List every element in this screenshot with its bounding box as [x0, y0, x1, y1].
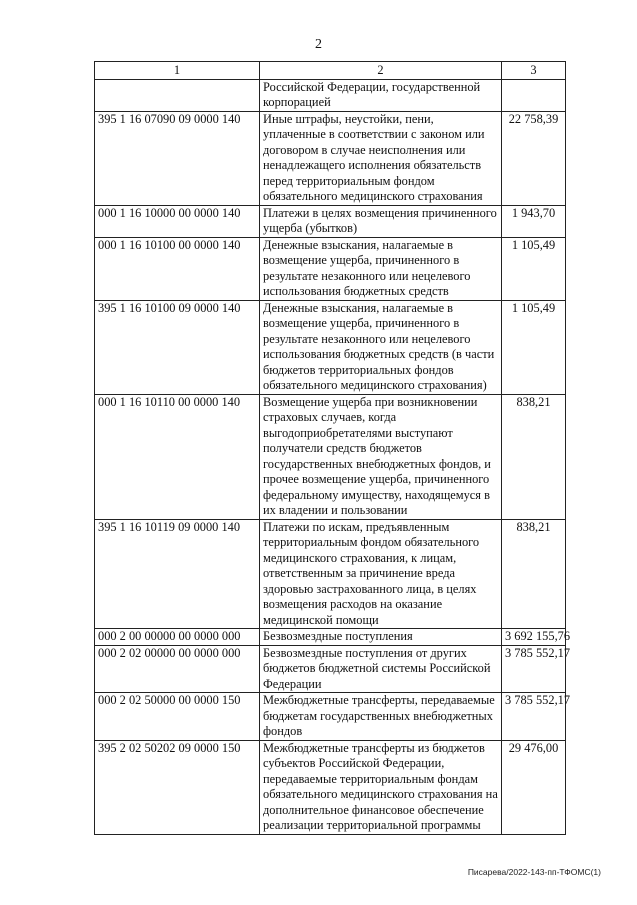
budget-code-cell: 000 1 16 10100 00 0000 140 [95, 237, 260, 300]
column-header-3: 3 [502, 62, 566, 80]
description-cell: Платежи в целях возмещения причиненного ущерба (убытков) [260, 205, 502, 237]
budget-code-cell: 000 2 02 50000 00 0000 150 [95, 693, 260, 741]
table-row [95, 111, 566, 205]
table-row [95, 645, 566, 693]
amount-cell: 3 785 552,17 [502, 645, 566, 693]
table-header-row [95, 62, 566, 80]
table-row [95, 300, 566, 394]
amount-cell: 1 943,70 [502, 205, 566, 237]
table-row [95, 740, 566, 834]
budget-code-cell: 000 1 16 10110 00 0000 140 [95, 394, 260, 519]
description-cell: Денежные взыскания, налагаемые в возмещение ущерба, причиненного в результате незаконного или нецелевого использования бюджетных средств [260, 237, 502, 300]
table-row [95, 693, 566, 741]
budget-code-cell: 000 2 02 00000 00 0000 000 [95, 645, 260, 693]
description-cell: Безвозмездные поступления от других бюджетов бюджетной системы Российской Федерации [260, 645, 502, 693]
table-row [95, 629, 566, 646]
revenue-table [94, 61, 571, 835]
description-cell: Возмещение ущерба при возникновении страховых случаев, когда выгодоприобретателями выступают получатели средств бюджетов государственных внебюджетных фондов, и прочее возмещение ущерба, причиненного федеральному имуществу, находящемуся в их владении и пользовании [260, 394, 502, 519]
description-cell: Безвозмездные поступления [260, 629, 502, 646]
amount-cell [502, 79, 566, 111]
description-cell: Платежи по искам, предъявленным территориальным фондом обязательного медицинского страхования, к лицам, ответственным за причинение вреда здоровью застрахованного лица, в целях возмещения расходов на оказание медицинской помощи [260, 519, 502, 629]
table-row [95, 237, 566, 300]
table-row [95, 205, 566, 237]
description-cell: Межбюджетные трансферты из бюджетов субъектов Российской Федерации, передаваемые территориальным фондам обязательного медицинского страхования на дополнительное финансовое обеспечение реализации территориальной программы [260, 740, 502, 834]
budget-code-cell: 395 2 02 50202 09 0000 150 [95, 740, 260, 834]
amount-cell: 29 476,00 [502, 740, 566, 834]
table-row [95, 519, 566, 629]
description-cell: Межбюджетные трансферты, передаваемые бюджетам государственных внебюджетных фондов [260, 693, 502, 741]
amount-cell: 838,21 [502, 394, 566, 519]
description-cell: Иные штрафы, неустойки, пени, уплаченные в соответствии с законом или договором в случае неисполнения или ненадлежащего исполнения обязательств перед территориальным фондом обязательного медицинского страхования [260, 111, 502, 205]
description-cell: Денежные взыскания, налагаемые в возмещение ущерба, причиненного в результате незаконного или нецелевого использования бюджетных средств (в части бюджетов территориальных фондов обязательного медицинского страхования) [260, 300, 502, 394]
budget-code-cell: 395 1 16 10100 09 0000 140 [95, 300, 260, 394]
budget-code-cell: 000 1 16 10000 00 0000 140 [95, 205, 260, 237]
budget-code-cell: 395 1 16 10119 09 0000 140 [95, 519, 260, 629]
budget-code-cell: 000 2 00 00000 00 0000 000 [95, 629, 260, 646]
table-row [95, 394, 566, 519]
amount-cell: 22 758,39 [502, 111, 566, 205]
document-footer-reference: Писарева/2022-143-пп-ТФОМС(1) [467, 867, 601, 877]
page-number: 2 [315, 37, 322, 52]
amount-cell: 3 692 155,76 [502, 629, 566, 646]
amount-cell: 3 785 552,17 [502, 693, 566, 741]
amount-cell: 1 105,49 [502, 300, 566, 394]
column-header-2: 2 [260, 62, 502, 80]
column-header-1: 1 [95, 62, 260, 80]
budget-code-cell [95, 79, 260, 111]
amount-cell: 838,21 [502, 519, 566, 629]
table-row [95, 79, 566, 111]
description-cell: Российской Федерации, государственной корпорацией [260, 79, 502, 111]
amount-cell: 1 105,49 [502, 237, 566, 300]
budget-code-cell: 395 1 16 07090 09 0000 140 [95, 111, 260, 205]
